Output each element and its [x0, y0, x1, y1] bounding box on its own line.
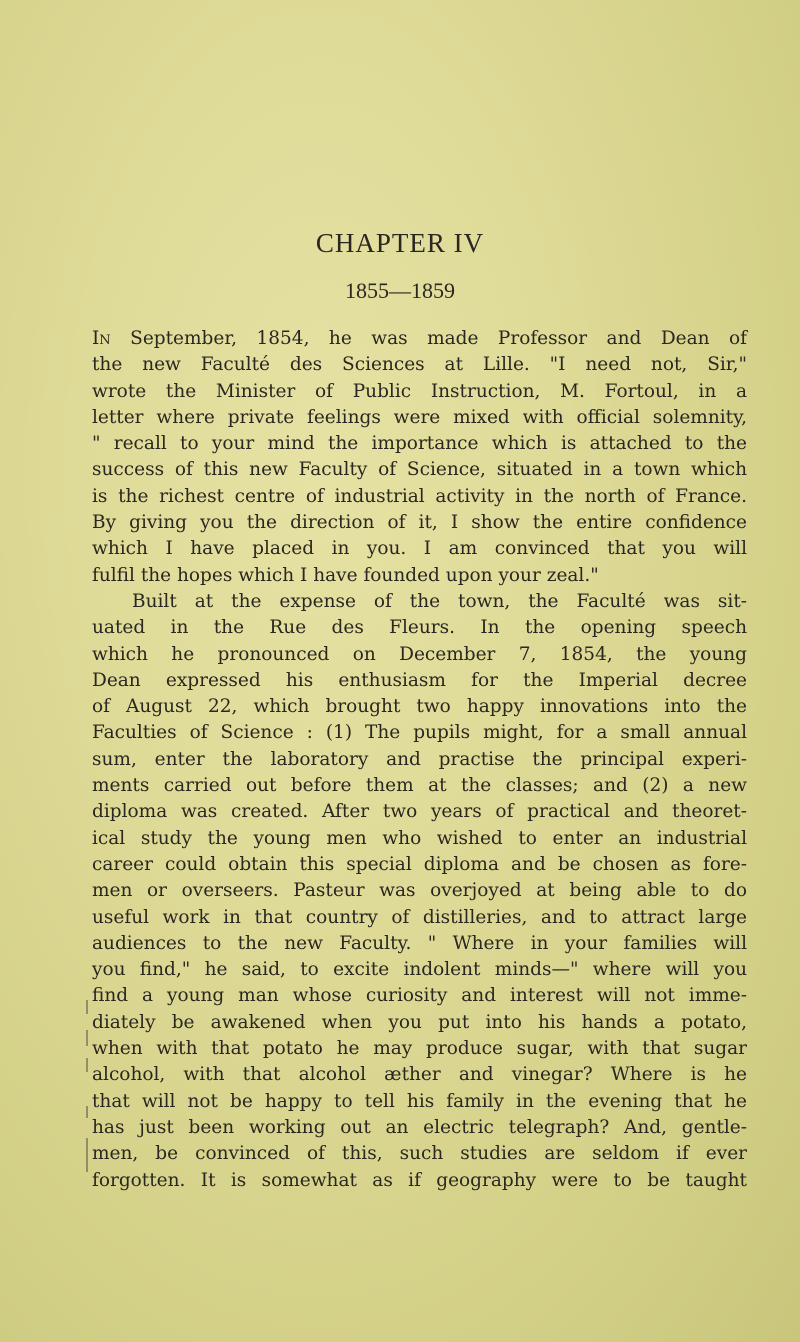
text-line: Built at the expense of the town, the Faculté was sit-: [132, 590, 747, 612]
page-edge-mark: [86, 1138, 88, 1172]
paragraph-1: [92, 326, 747, 589]
text-line: is the richest centre of industrial activity in the north of France.: [92, 485, 747, 507]
paragraph-2: [92, 589, 747, 1194]
text-line: ical study the young men who wished to enter an industrial: [92, 827, 747, 849]
text-line: diploma was created. After two years of practical and theoret-: [92, 801, 747, 823]
text-line: Faculties of Science : (1) The pupils might, for a small annual: [92, 722, 747, 744]
text-line: the new Faculté des Sciences at Lille. "I need not, Sir,": [92, 354, 747, 376]
text-line: alcohol, with that alcohol æther and vinegar? Where is he: [92, 1064, 747, 1086]
text-line: uated in the Rue des Fleurs. In the opening speech: [92, 617, 747, 639]
text-line: ments carried out before them at the classes; and (2) a new: [92, 775, 747, 797]
text-line: men or overseers. Pasteur was overjoyed at being able to do: [92, 880, 747, 902]
text-line: you find," he said, to excite indolent minds—" where will you: [92, 959, 747, 981]
text-line: useful work in that country of distilleries, and to attract large: [92, 906, 747, 928]
text-line: sum, enter the laboratory and practise the principal experi-: [92, 748, 747, 770]
text-line: that will not be happy to tell his family in the evening that he: [92, 1090, 747, 1112]
page-edge-mark: [86, 1030, 88, 1046]
text-line: audiences to the new Faculty. " Where in your families will: [92, 932, 747, 954]
text-line: when with that potato he may produce sugar, with that sugar: [92, 1038, 747, 1060]
page-edge-mark: [86, 1058, 88, 1072]
text-line: fulfil the hopes which I have founded upon your zeal.": [92, 564, 599, 586]
text-line: find a young man whose curiosity and interest will not imme-: [92, 985, 747, 1007]
text-line: In September, 1854, he was made Professor and Dean of: [92, 328, 747, 349]
text-line: of August 22, which brought two happy innovations into the: [92, 696, 747, 718]
text-line: letter where private feelings were mixed with official solemnity,: [92, 406, 747, 428]
page-edge-mark: [86, 1000, 88, 1014]
page-edge-mark: [86, 1106, 88, 1118]
text-line: wrote the Minister of Public Instruction, M. Fortoul, in a: [92, 380, 747, 402]
text-line: diately be awakened when you put into his hands a potato,: [92, 1011, 747, 1033]
text-line: which he pronounced on December 7, 1854, the young: [92, 643, 747, 665]
text-line: which I have placed in you. I am convinced that you will: [92, 538, 747, 560]
text-line: By giving you the direction of it, I show the entire confidence: [92, 512, 747, 534]
text-line: men, be convinced of this, such studies are seldom if ever: [92, 1143, 747, 1165]
text-line: has just been working out an electric telegraph? And, gentle-: [92, 1116, 747, 1138]
chapter-years: 1855—1859: [345, 278, 455, 303]
text-line: career could obtain this special diploma and be chosen as fore-: [92, 853, 747, 875]
chapter-title: CHAPTER IV: [315, 228, 485, 258]
body-text: [92, 326, 747, 1194]
text-line: " recall to your mind the importance which is attached to the: [92, 433, 747, 455]
lead-word: In: [92, 328, 111, 349]
text-line: forgotten. It is somewhat as if geography were to be taught: [92, 1169, 747, 1191]
text-line: Dean expressed his enthusiasm for the Imperial decree: [92, 669, 747, 691]
text-line: success of this new Faculty of Science, situated in a town which: [92, 459, 747, 481]
